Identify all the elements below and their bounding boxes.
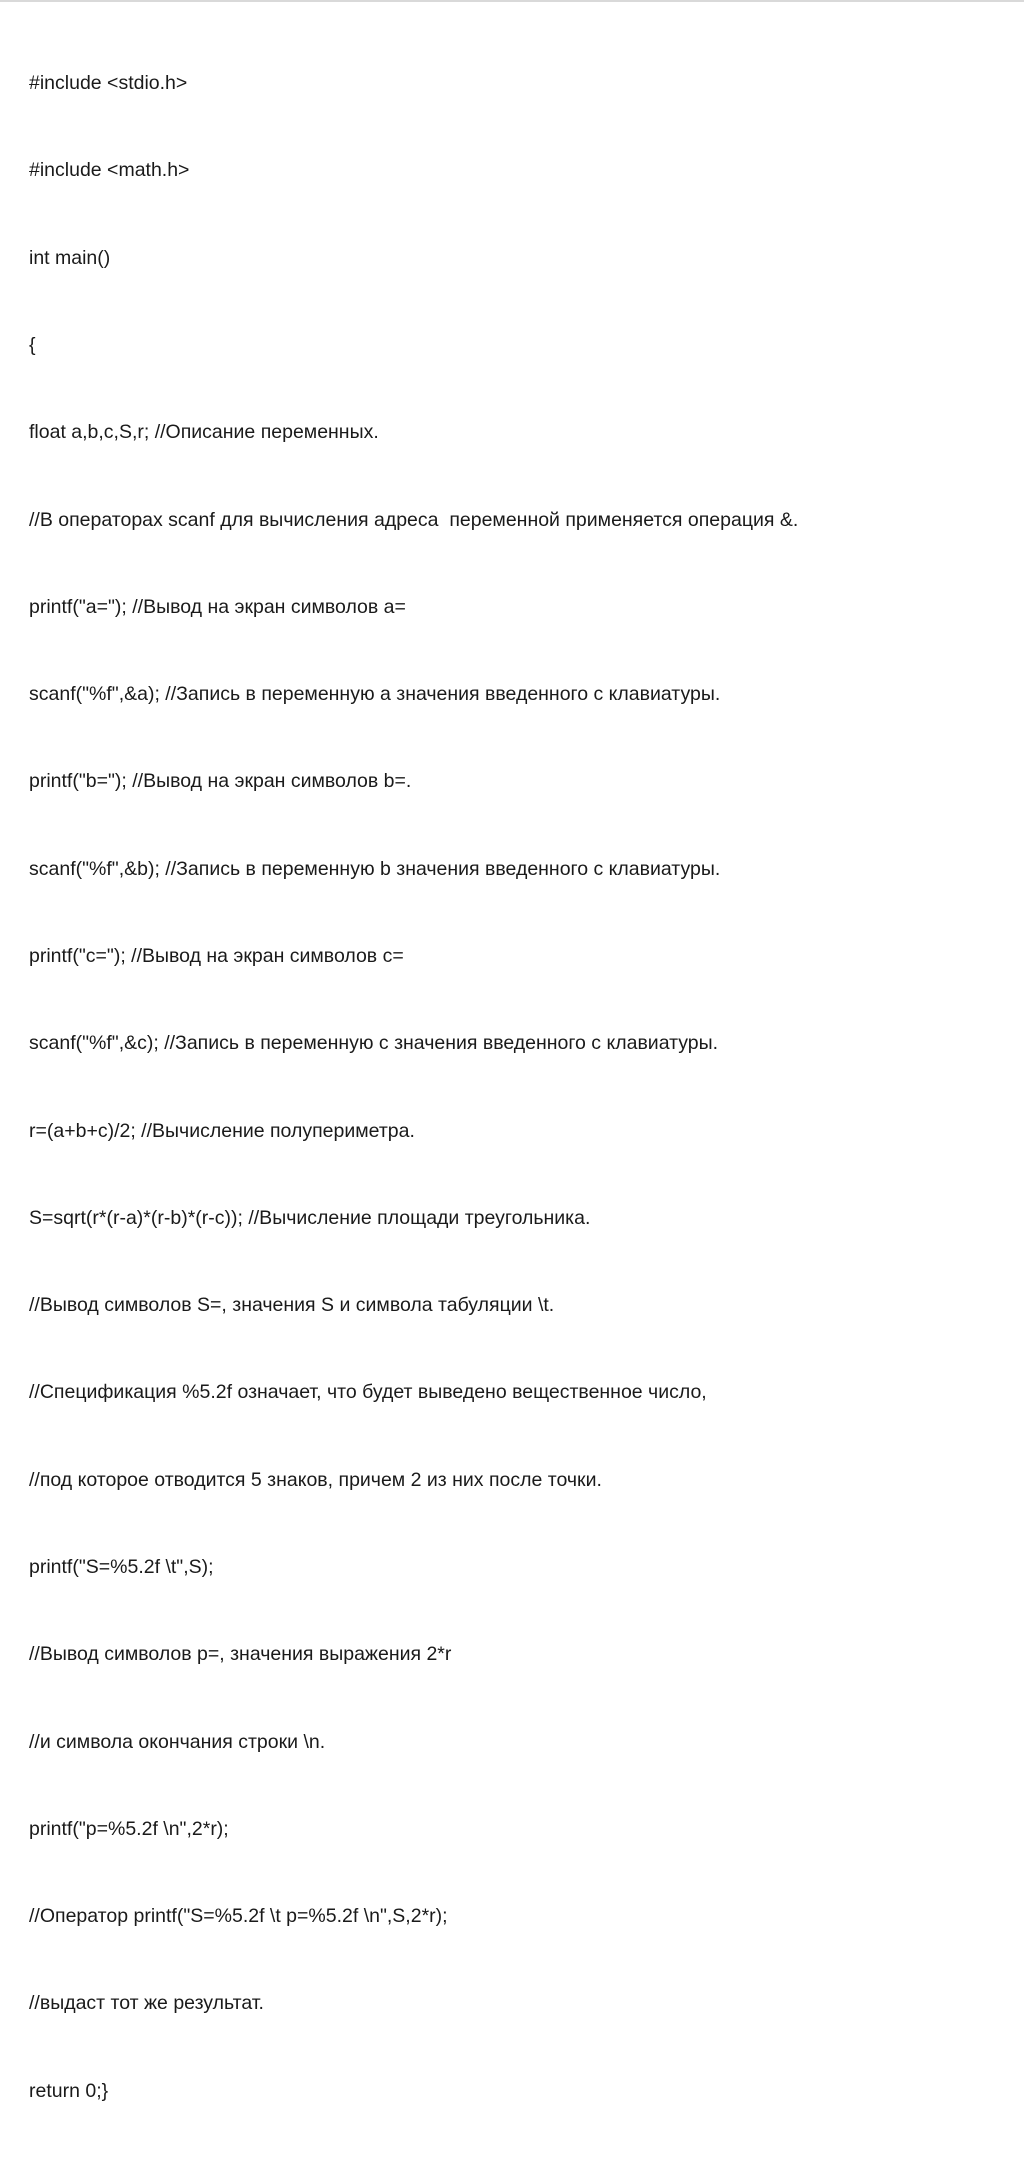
code-line-same-result-comment: //выдаст тот же результат.: [29, 1992, 264, 2015]
code-line-printf-a: printf("a="); //Вывод на экран символов a=: [29, 595, 406, 618]
code-line-output-comment-s: //Вывод символов S=, значения S и символа табуляции \t.: [29, 1294, 555, 1317]
code-line-open-brace: {: [29, 334, 36, 357]
code-line-include-stdio: #include <stdio.h>: [29, 72, 188, 95]
top-divider: [0, 0, 1024, 2]
code-line-variable-declaration: float a,b,c,S,r; //Описание переменных.: [29, 421, 379, 444]
code-line-format-comment-1: //Спецификация %5.2f означает, что будет выведено вещественное число,: [29, 1381, 707, 1404]
code-line-include-math: #include <math.h>: [29, 159, 190, 182]
code-line-printf-b: printf("b="); //Вывод на экран символов b=.: [29, 770, 412, 793]
code-line-printf-s: printf("S=%5.2f \t",S);: [29, 1555, 214, 1578]
code-line-newline-comment: //и символа окончания строки \n.: [29, 1730, 326, 1753]
code-line-scanf-comment: //В операторах scanf для вычисления адреса переменной применяется операция &.: [29, 508, 799, 531]
code-line-printf-p: printf("p=%5.2f \n",2*r);: [29, 1817, 229, 1840]
code-line-output-comment-p: //Вывод символов p=, значения выражения 2*r: [29, 1643, 452, 1666]
code-line-scanf-b: scanf("%f",&b); //Запись в переменную b значения введенного с клавиатуры.: [29, 857, 721, 880]
code-line-area: S=sqrt(r*(r-a)*(r-b)*(r-c)); //Вычисление площади треугольника.: [29, 1206, 591, 1229]
code-line-semiperimeter: r=(a+b+c)/2; //Вычисление полупериметра.: [29, 1119, 415, 1142]
code-line-scanf-c: scanf("%f",&c); //Запись в переменную c значения введенного с клавиатуры.: [29, 1032, 719, 1055]
code-line-printf-c: printf("c="); //Вывод на экран символов c=: [29, 945, 404, 967]
code-line-format-comment-2: //под которое отводится 5 знаков, причем 2 из них после точки.: [29, 1468, 602, 1491]
code-line-main-signature: int main(): [29, 246, 111, 269]
code-listing: [29, 11, 1014, 2164]
code-line-combined-printf-comment: //Оператор printf("S=%5.2f \t p=%5.2f \n",S,2*r);: [29, 1905, 448, 1928]
code-line-return: return 0;}: [29, 2079, 109, 2102]
code-line-scanf-a: scanf("%f",&a); //Запись в переменную a значения введенного с клавиатуры.: [29, 683, 721, 706]
